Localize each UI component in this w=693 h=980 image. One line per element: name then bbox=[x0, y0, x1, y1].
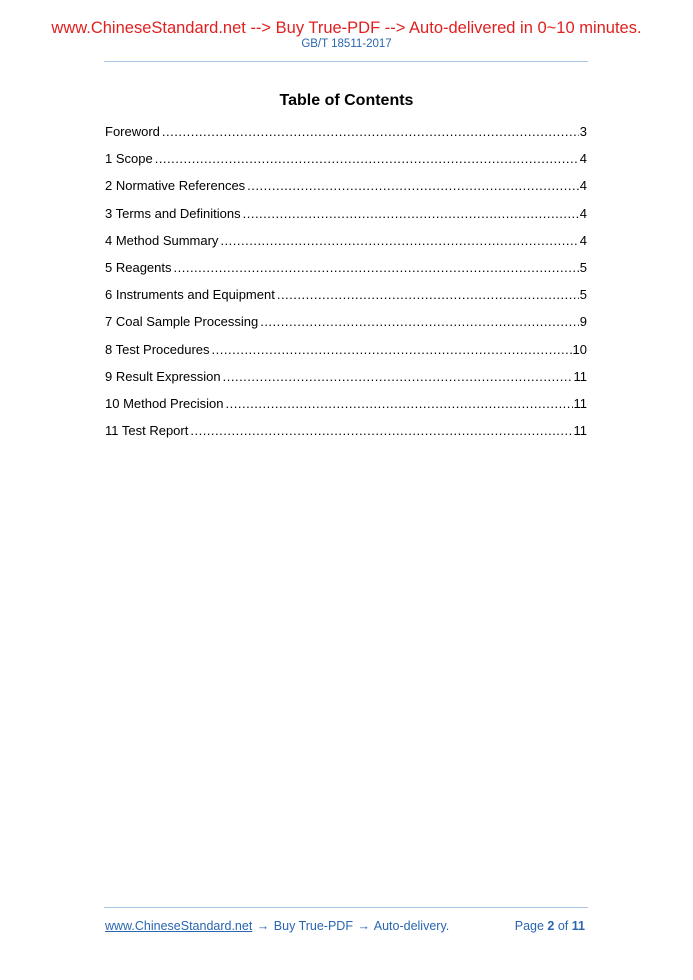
toc-title: Table of Contents bbox=[279, 92, 414, 109]
toc-entry-label: 11 Test Report bbox=[105, 423, 189, 439]
total-pages: 11 bbox=[571, 919, 585, 933]
toc-entry-label: 2 Normative References bbox=[105, 178, 246, 194]
toc-entry-label: Foreword bbox=[105, 124, 160, 139]
promo-banner[interactable]: www.ChineseStandard.net --> Buy True-PDF --> Auto-delivered in 0~10 minutes. bbox=[51, 19, 642, 37]
toc-entry-result-expression[interactable] bbox=[105, 369, 587, 396]
arrow-right-icon: → bbox=[357, 919, 370, 933]
toc-entry-label: 5 Reagents bbox=[105, 259, 172, 275]
toc-entry-label: 3 Terms and Definitions bbox=[105, 205, 241, 221]
toc-dot-leader bbox=[162, 124, 579, 140]
toc-dot-leader bbox=[243, 206, 579, 222]
arrow-right-icon: → bbox=[256, 919, 270, 933]
toc-entry-label: 10 Method Precision bbox=[105, 395, 224, 411]
toc-dot-leader bbox=[247, 178, 579, 194]
toc-entry-page: 10 bbox=[572, 341, 587, 357]
toc-entry-page: 4 bbox=[579, 205, 587, 221]
toc-dot-leader bbox=[220, 233, 578, 249]
toc-dot-leader bbox=[260, 314, 579, 330]
toc-entry-page: 4 bbox=[579, 232, 587, 248]
footer-buy-text: Buy True-PDF bbox=[273, 919, 353, 933]
footer-auto-text: Auto-delivery. bbox=[373, 919, 450, 933]
toc-entry-normative-references[interactable] bbox=[105, 178, 587, 205]
toc-entry-page: 4 bbox=[579, 151, 587, 167]
toc-entry-label: 4 Method Summary bbox=[105, 232, 219, 248]
page-word: Page bbox=[514, 919, 544, 933]
toc-dot-leader bbox=[223, 369, 573, 385]
toc-entry-page: 5 bbox=[579, 287, 587, 303]
toc-entry-page: 11 bbox=[573, 423, 587, 439]
current-page: 2 bbox=[547, 919, 555, 933]
toc-dot-leader bbox=[226, 396, 573, 412]
footer-site-link[interactable]: www.ChineseStandard.net bbox=[105, 919, 253, 933]
page-footer bbox=[105, 918, 585, 934]
toc-entry-page: 9 bbox=[579, 314, 587, 330]
toc-dot-leader bbox=[277, 287, 579, 303]
footer-promo bbox=[105, 918, 449, 934]
toc-entry-page: 11 bbox=[573, 395, 587, 411]
toc-dot-leader bbox=[212, 342, 572, 358]
toc-entry-label: 9 Result Expression bbox=[105, 368, 221, 384]
toc-entry-label: 7 Coal Sample Processing bbox=[105, 314, 259, 330]
toc-dot-leader bbox=[174, 260, 579, 276]
toc-entry-test-report[interactable] bbox=[105, 423, 587, 450]
header-divider bbox=[104, 61, 588, 62]
toc-entry-page: 4 bbox=[579, 178, 587, 194]
toc-entry-terms-definitions[interactable] bbox=[105, 206, 587, 233]
toc-entry-method-precision[interactable] bbox=[105, 396, 587, 423]
toc-entry-page: 3 bbox=[579, 124, 587, 139]
toc-entry-instruments-equipment[interactable] bbox=[105, 287, 587, 314]
footer-divider bbox=[104, 907, 588, 908]
toc-entry-label: 8 Test Procedures bbox=[105, 341, 210, 357]
toc-entry-method-summary[interactable] bbox=[105, 233, 587, 260]
toc-entry-scope[interactable] bbox=[105, 151, 587, 178]
toc-entry-foreword[interactable] bbox=[105, 124, 587, 151]
toc-entry-coal-sample-processing[interactable] bbox=[105, 314, 587, 341]
toc-dot-leader bbox=[190, 423, 572, 439]
toc-entry-test-procedures[interactable] bbox=[105, 342, 587, 369]
document-code: GB/T 18511-2017 bbox=[301, 38, 392, 50]
toc-dot-leader bbox=[155, 151, 579, 167]
toc-entry-label: 1 Scope bbox=[105, 151, 153, 167]
toc-entry-page: 11 bbox=[573, 368, 587, 384]
toc-entry-reagents[interactable] bbox=[105, 260, 587, 287]
toc-list bbox=[105, 124, 587, 450]
toc-entry-page: 5 bbox=[579, 259, 587, 275]
toc-entry-label: 6 Instruments and Equipment bbox=[105, 287, 275, 303]
of-word: of bbox=[557, 919, 569, 933]
page-number bbox=[515, 918, 585, 934]
